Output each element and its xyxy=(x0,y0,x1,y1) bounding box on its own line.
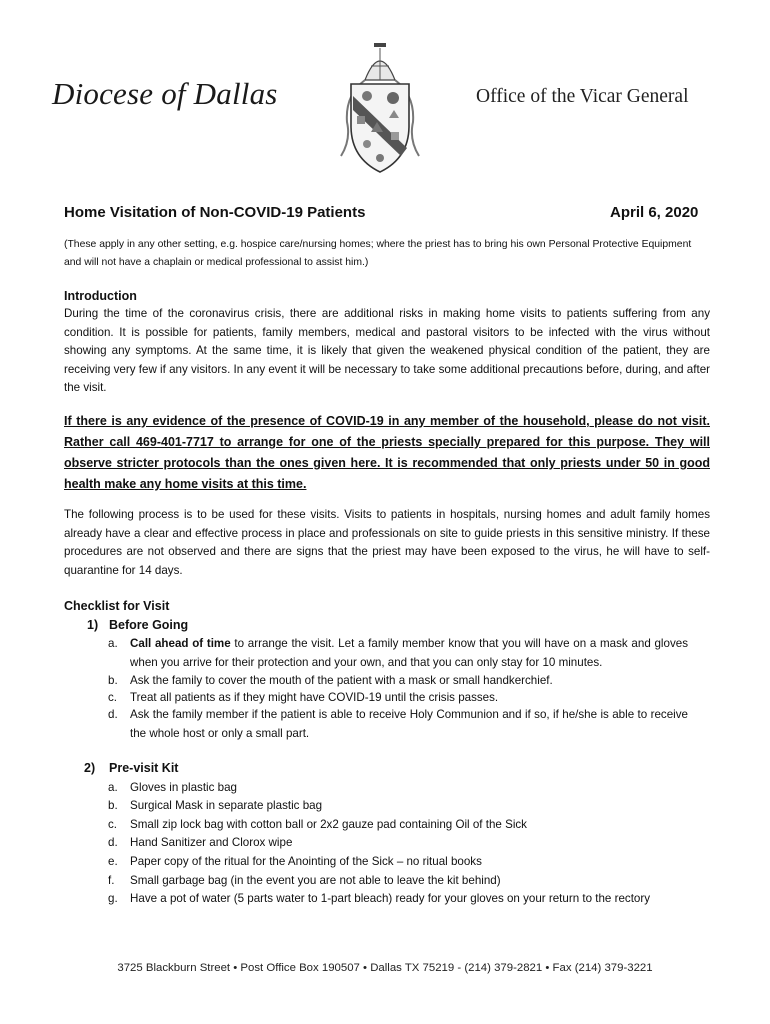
intro-heading: Introduction xyxy=(64,289,137,303)
list-item xyxy=(108,797,708,816)
item-bold-lead: Call ahead of time xyxy=(130,637,231,650)
item-marker: b. xyxy=(108,674,118,687)
section-2-number: 2) xyxy=(84,761,96,775)
list-item xyxy=(108,779,708,798)
item-text: Have a pot of water (5 parts water to 1-part bleach) ready for your gloves on your return to the rectory xyxy=(130,892,651,905)
item-marker: a. xyxy=(108,781,118,794)
footer-address: 3725 Blackburn Street • Post Office Box 190507 • Dallas TX 75219 - (214) 379-2821 • Fax (214) 379-3221 xyxy=(117,962,653,974)
item-text: Treat all patients as if they might have COVID-19 until the crisis passes. xyxy=(130,691,499,704)
process-paragraph: The following process is to be used for these visits. Visits to patients in hospitals, nursing homes and adult family homes already have a clear and effective process in place and professionals on site to guide priests in this sensitive ministry. If these procedures are not observed and there are signs that the priest may have been exposed to the virus, he will have to self-quarantine for 14 days. xyxy=(64,508,710,577)
checklist-heading: Checklist for Visit xyxy=(64,599,170,613)
list-item xyxy=(108,706,708,744)
item-marker: b. xyxy=(108,799,118,812)
item-text: Gloves in plastic bag xyxy=(130,781,237,794)
section-1-number: 1) xyxy=(87,618,99,632)
item-marker: c. xyxy=(108,691,118,704)
covid-warning: If there is any evidence of the presence of COVID-19 in any member of the household, please do not visit. Rather call 469-401-7717 to arrange for one of the priests specially prepared for this purpose. They will observe stricter protocols than the ones given here. It is recommended that only priests under 50 in good health make any home visits at this time. xyxy=(64,414,710,491)
diocese-seal-icon xyxy=(327,40,433,176)
item-text: Paper copy of the ritual for the Anointing of the Sick – no ritual books xyxy=(130,855,482,868)
item-text: Small zip lock bag with cotton ball or 2x2 gauze pad containing Oil of the Sick xyxy=(130,818,527,831)
item-marker: c. xyxy=(108,818,118,831)
org-name: Diocese of Dallas xyxy=(52,76,278,111)
office-name: Office of the Vicar General xyxy=(476,86,689,107)
item-marker: g. xyxy=(108,892,118,905)
item-text: Surgical Mask in separate plastic bag xyxy=(130,799,323,812)
section-2-title: Pre-visit Kit xyxy=(109,761,179,775)
item-text-body: to arrange the visit. Let a family member know that you will have on a mask and gloves when you arrive for their protection and your own, and that you can only stay for 10 minutes. xyxy=(130,637,688,669)
document-date: April 6, 2020 xyxy=(610,204,699,221)
item-text: Ask the family to cover the mouth of the patient with a mask or small handkerchief. xyxy=(130,674,553,687)
list-item xyxy=(108,872,708,891)
applicability-note: (These apply in any other setting, e.g. hospice care/nursing homes; where the priest has to bring his own Personal Protective Equipment and will not have a chaplain or medical professional to assist him.) xyxy=(64,239,692,268)
list-item xyxy=(108,853,708,872)
item-marker: d. xyxy=(108,708,118,721)
item-text: Ask the family member if the patient is able to receive Holy Communion and if so, if he/she is able to receive the whole host or only a small part. xyxy=(130,708,688,740)
item-text xyxy=(130,635,688,672)
list-item xyxy=(108,890,708,909)
intro-paragraph: During the time of the coronavirus crisis, there are additional risks in making home visits to patients suffering from any condition. It is possible for patients, family members, medical and pastoral visitors to be infected with the virus without showing any symptoms. At the same time, it is likely that given the weakened physical condition of the patient, they are receiving very few if any visitors. In any event it will be necessary to take some additional precautions before, during, and after the visit. xyxy=(64,307,710,395)
item-marker: e. xyxy=(108,855,118,868)
list-item xyxy=(108,834,708,853)
item-text: Small garbage bag (in the event you are not able to leave the kit behind) xyxy=(130,874,501,887)
list-item xyxy=(108,816,708,835)
document-title: Home Visitation of Non-COVID-19 Patients xyxy=(64,204,366,221)
section-1-title: Before Going xyxy=(109,618,189,632)
item-marker: d. xyxy=(108,836,118,849)
item-marker: f. xyxy=(108,874,115,887)
list-item xyxy=(108,635,708,673)
item-marker: a. xyxy=(108,637,118,650)
item-text: Hand Sanitizer and Clorox wipe xyxy=(130,836,293,849)
